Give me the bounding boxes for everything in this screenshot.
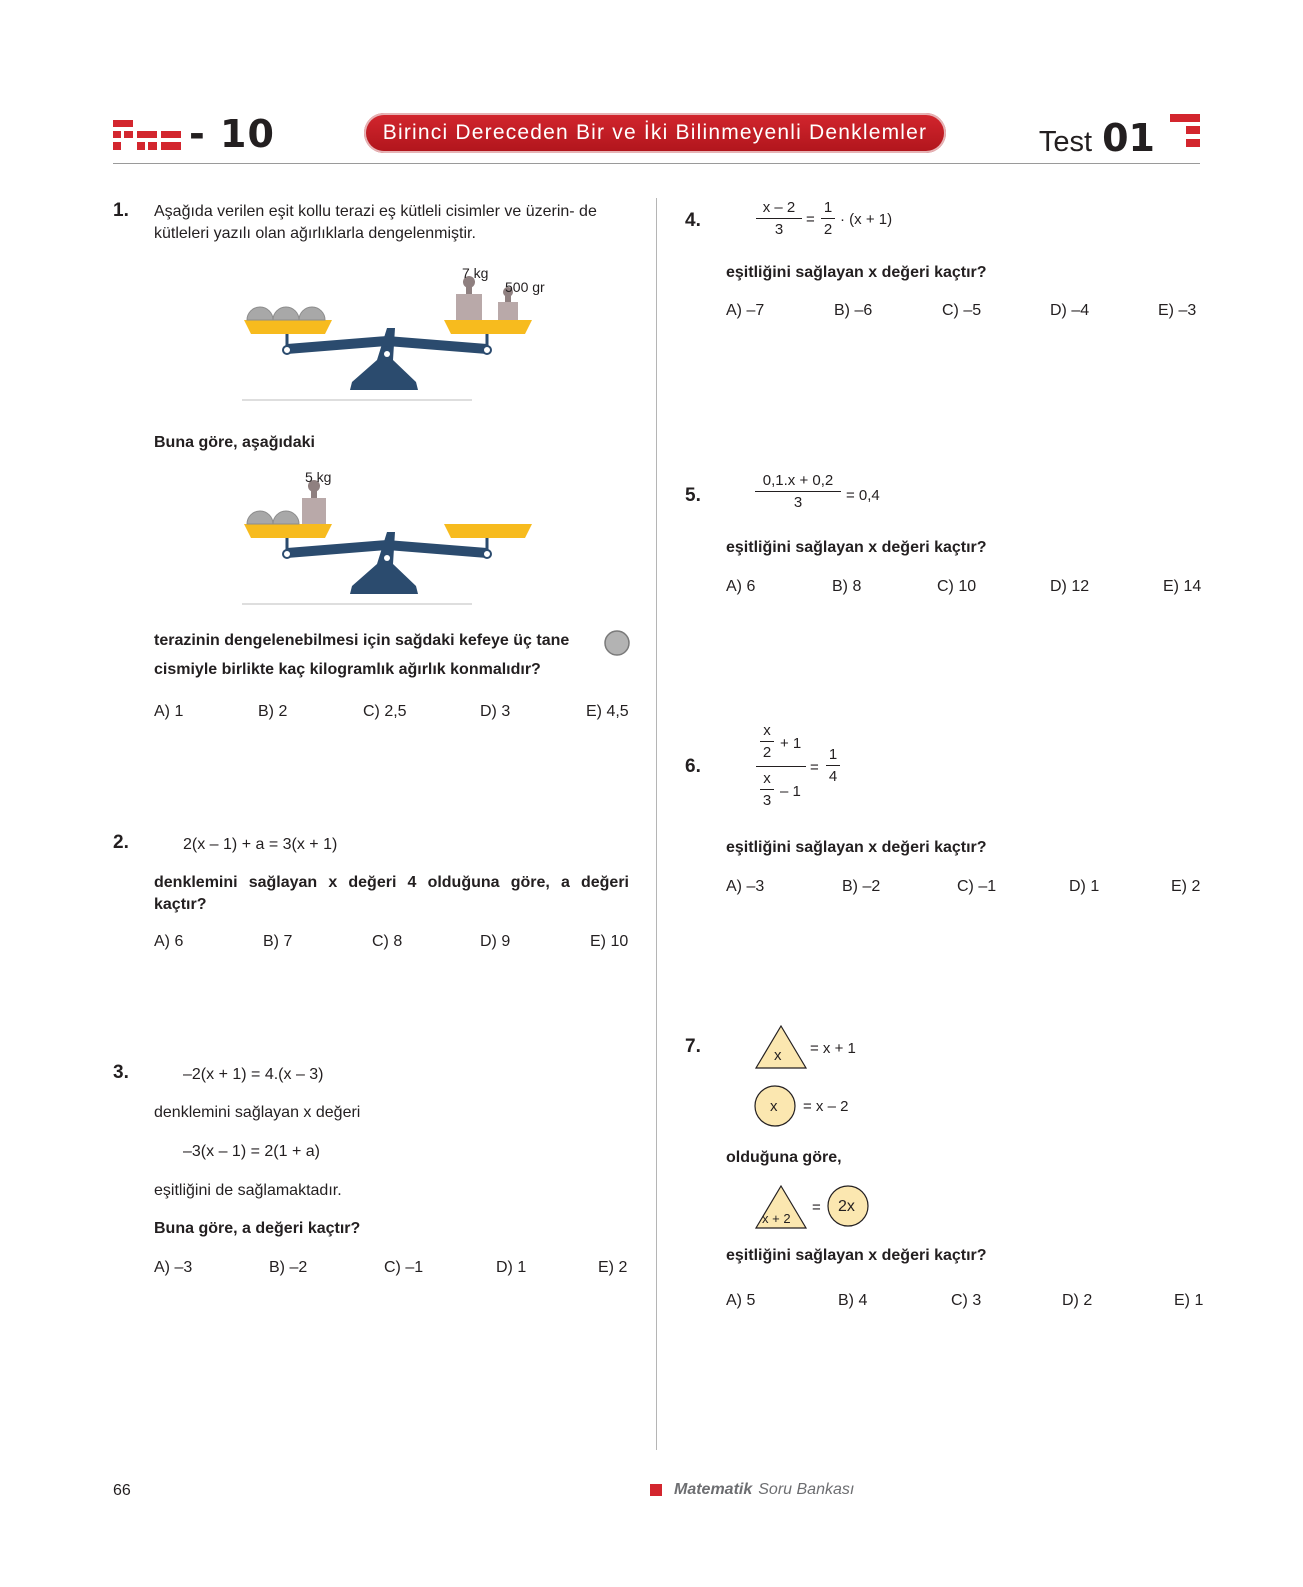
q2-option-b[interactable]: B) 7 <box>263 933 293 950</box>
chapter-title: Birinci Dereceden Bir ve İki Bilinmeyenli Denklemler <box>364 113 946 153</box>
q4-equals: = <box>806 211 815 228</box>
q2-option-d[interactable]: D) 9 <box>480 933 511 950</box>
q1-option-d[interactable]: D) 3 <box>480 703 511 720</box>
q5-option-c[interactable]: C) 10 <box>937 578 977 595</box>
q6-top-tail: + 1 <box>780 735 802 752</box>
q3-option-b[interactable]: B) –2 <box>269 1259 308 1276</box>
test-number: 01 <box>1102 116 1155 160</box>
q4-option-d[interactable]: D) –4 <box>1050 302 1090 319</box>
q4-rhs-numerator: 1 <box>823 199 833 216</box>
q5-option-a[interactable]: A) 6 <box>726 578 756 595</box>
q1-option-e[interactable]: E) 4,5 <box>586 703 629 720</box>
q6-bottom-denominator: 3 <box>762 792 772 809</box>
q2-number: 2. <box>113 832 129 853</box>
footer-brand <box>650 1481 854 1499</box>
q6-top-numerator: x <box>763 722 771 739</box>
q5-lhs-numerator: 0,1.x + 0,2 <box>762 472 834 489</box>
page-number: 66 <box>113 1482 131 1499</box>
q4-question: eşitliğini sağlayan x değeri kaçtır? <box>726 264 987 281</box>
q5-lhs-denominator: 3 <box>793 494 803 511</box>
q6-top-denominator: 2 <box>762 744 772 761</box>
weight-5kg-label: 5 kg <box>305 469 332 485</box>
q5-lhs-fraction <box>755 472 841 511</box>
q2-option-e[interactable]: E) 10 <box>590 933 629 950</box>
q1-lead: Buna göre, aşağıdaki <box>154 434 315 451</box>
q5-option-e[interactable]: E) 14 <box>1163 578 1202 595</box>
test-word: Test <box>1038 126 1093 158</box>
q1-option-a[interactable]: A) 1 <box>154 703 184 720</box>
q6-option-b[interactable]: B) –2 <box>842 878 881 895</box>
q1-question-line2: cismiyle birlikte kaç kilogramlık ağırlık konmalıdır? <box>154 661 541 678</box>
q7-option-a[interactable]: A) 5 <box>726 1292 756 1309</box>
q1-question-line1: terazinin dengelenebilmesi için sağdaki kefeye üç tane <box>154 632 570 649</box>
balance-scale-2 <box>240 462 560 612</box>
q3-line2: eşitliğini de sağlamaktadır. <box>154 1182 342 1199</box>
q4-rhs-tail: · (x + 1) <box>840 211 893 228</box>
q2-option-a[interactable]: A) 6 <box>154 933 184 950</box>
q4-rhs-fraction <box>821 199 835 238</box>
q4-lhs-fraction <box>756 199 802 238</box>
q6-option-e[interactable]: E) 2 <box>1171 878 1201 895</box>
q4-option-e[interactable]: E) –3 <box>1158 302 1197 319</box>
q5-option-b[interactable]: B) 8 <box>832 578 862 595</box>
q3-equation1: –2(x + 1) = 4.(x – 3) <box>183 1066 324 1083</box>
q3-question: Buna göre, a değeri kaçtır? <box>154 1220 361 1237</box>
q7-equals: = <box>812 1199 821 1216</box>
q7-number: 7. <box>685 1036 701 1057</box>
q4-number: 4. <box>685 210 701 231</box>
faz-logo-mark <box>113 114 183 154</box>
q6-bottom-fraction <box>760 770 774 809</box>
q4-lhs-numerator: x – 2 <box>762 199 796 216</box>
weight-7kg-label: 7 kg <box>462 265 489 281</box>
q6-main-fraction-bar <box>756 766 806 767</box>
q1-option-c[interactable]: C) 2,5 <box>363 703 407 720</box>
q4-lhs-denominator: 3 <box>774 221 784 238</box>
q5-number: 5. <box>685 485 701 506</box>
q7-circle2-label: 2x <box>838 1198 855 1215</box>
q6-rhs-fraction <box>826 746 840 785</box>
q6-number: 6. <box>685 756 701 777</box>
q7-option-c[interactable]: C) 3 <box>951 1292 982 1309</box>
q2-equation: 2(x – 1) + a = 3(x + 1) <box>183 836 338 853</box>
q3-option-c[interactable]: C) –1 <box>384 1259 424 1276</box>
q6-top-fraction <box>760 722 774 761</box>
q7-triangle-definition: = x + 1 <box>810 1040 856 1057</box>
q5-rhs: = 0,4 <box>846 487 880 504</box>
q6-option-d[interactable]: D) 1 <box>1069 878 1100 895</box>
q7-option-e[interactable]: E) 1 <box>1174 1292 1204 1309</box>
faz-logo <box>113 112 275 156</box>
q7-circle-label: x <box>770 1098 778 1115</box>
q1-text: Aşağıda verilen eşit kollu terazi eş kütleli cisimler ve üzerin- de kütleleri yazılı olan ağırlıklarla dengelenmiştir. <box>154 203 597 242</box>
weight-500gr-label: 500 gr <box>505 279 545 295</box>
q2-question: denklemini sağlayan x değeri 4 olduğuna göre, a değeri kaçtır? <box>154 874 629 913</box>
q6-option-a[interactable]: A) –3 <box>726 878 765 895</box>
q4-rhs-denominator: 2 <box>823 221 833 238</box>
q7-lead: olduğuna göre, <box>726 1149 842 1166</box>
q7-triangle-label: x <box>774 1047 782 1064</box>
q7-question: eşitliğini sağlayan x değeri kaçtır? <box>726 1247 987 1264</box>
q6-equals: = <box>810 759 819 776</box>
q3-option-e[interactable]: E) 2 <box>598 1259 628 1276</box>
q6-rhs-denominator: 4 <box>828 768 838 785</box>
q2-option-c[interactable]: C) 8 <box>372 933 403 950</box>
q7-option-b[interactable]: B) 4 <box>838 1292 868 1309</box>
q3-line1: denklemini sağlayan x değeri <box>154 1104 361 1121</box>
q3-option-a[interactable]: A) –3 <box>154 1259 193 1276</box>
q1-option-b[interactable]: B) 2 <box>258 703 288 720</box>
q6-bottom-tail: – 1 <box>780 783 801 800</box>
q3-number: 3. <box>113 1062 129 1083</box>
q3-equation2: –3(x – 1) = 2(1 + a) <box>183 1143 320 1160</box>
column-divider <box>656 198 657 1450</box>
footer-square-icon <box>650 1484 662 1496</box>
q6-option-c[interactable]: C) –1 <box>957 878 997 895</box>
test-label <box>1039 116 1155 160</box>
test-mark-icon <box>1170 112 1200 154</box>
footer-brand-bold: Matematik <box>674 1481 753 1498</box>
q5-option-d[interactable]: D) 12 <box>1050 578 1090 595</box>
q1-number: 1. <box>113 200 129 221</box>
q4-option-b[interactable]: B) –6 <box>834 302 873 319</box>
q6-rhs-numerator: 1 <box>828 746 838 763</box>
q6-bottom-numerator: x <box>763 770 771 787</box>
grey-ball-icon <box>603 629 631 657</box>
q3-option-d[interactable]: D) 1 <box>496 1259 527 1276</box>
footer-brand-rest: Soru Bankası <box>758 1481 855 1498</box>
header-rule <box>113 163 1200 164</box>
q4-option-c[interactable]: C) –5 <box>942 302 982 319</box>
q6-question: eşitliğini sağlayan x değeri kaçtır? <box>726 839 987 856</box>
q7-circle-definition: = x – 2 <box>803 1098 849 1115</box>
q4-option-a[interactable]: A) –7 <box>726 302 765 319</box>
q7-option-d[interactable]: D) 2 <box>1062 1292 1093 1309</box>
q7-triangle2-label: x + 2 <box>762 1211 791 1226</box>
q5-question: eşitliğini sağlayan x değeri kaçtır? <box>726 539 987 556</box>
faz-logo-number: - 10 <box>189 112 275 156</box>
